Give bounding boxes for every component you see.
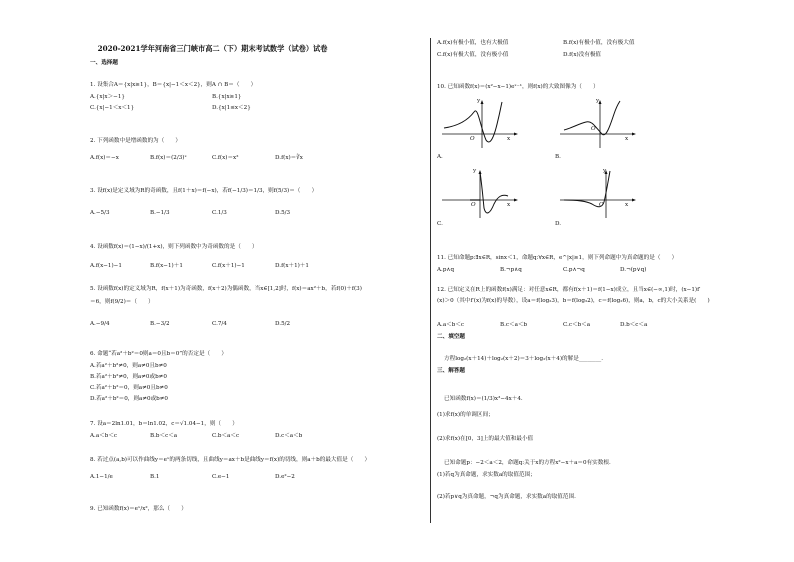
question-11: 11. 已知命题p:∃x∈R，sinx＜1，命题q:∀x∈R，e^|x|≥1，则下列命题中为真命题的是（ ） <box>437 255 678 261</box>
q8-option-d: D.e²−2 <box>275 474 295 480</box>
q11-option-a: A.p∧q <box>437 267 455 273</box>
q6-option-a: A.若a²＋b²≠0，则a≠0且b≠0 <box>90 363 167 369</box>
graph-c-x-label: x <box>507 202 511 208</box>
graph-b <box>558 98 638 150</box>
q6-option-d: D.若a²＋b²＝0，则a≠0或b≠0 <box>90 396 168 402</box>
q14-part-2: (2)求f(x)在[0，3]上的最大值和最小值 <box>437 436 534 442</box>
q3-option-c: C.1/3 <box>212 210 227 216</box>
q3-option-b: B.−1/3 <box>150 210 170 216</box>
graph-d-y-label: y <box>603 168 607 174</box>
q5-option-b: B.−3/2 <box>150 321 170 327</box>
graph-d <box>558 168 638 220</box>
graph-c-y-label: y <box>473 168 477 174</box>
q5-option-a: A.−9/4 <box>90 321 110 327</box>
q4-option-b: B.f(x−1)＋1 <box>150 263 183 269</box>
graph-a-x-label: x <box>507 136 511 142</box>
q9-option-a: A.f(x)有极小值，也有大极值 <box>437 40 509 46</box>
q15-part-2: (2)若p∨q为真命题，¬q为真命题，求实数a的取值范围. <box>437 494 576 500</box>
question-1: 1. 设集合A＝{x|x≥1}，B＝{x|−1＜x＜2}，则A ∩ B＝（ ） <box>90 82 257 88</box>
graph-b-x-label: x <box>625 136 629 142</box>
q12-option-d: D.b＜c＜a <box>620 322 648 328</box>
q4-option-d: D.f(x＋1)＋1 <box>275 263 309 269</box>
question-7: 7. 设a＝2ln1.01，b＝ln1.02，c＝√1.04−1，则（ ） <box>90 421 238 427</box>
q1-option-b: B.{x|x≥1} <box>212 94 242 100</box>
q1-option-d: D.{x|1≤x＜2} <box>212 105 251 111</box>
q7-option-c: C.b＜a＜c <box>212 433 240 439</box>
q8-option-c: C.e−1 <box>212 474 230 480</box>
question-9: 9. 已知函数f(x)＝eˣ/x²，那么（ ） <box>90 506 187 512</box>
question-4: 4. 设函数f(x)＝(1−x)/(1+x)，则下列函数中为奇函数的是（ ） <box>90 244 258 250</box>
column-divider <box>430 38 431 523</box>
document-title: 2020-2021学年河南省三门峡市高二（下）期末考试数学（试卷）试卷 <box>97 44 328 53</box>
q11-option-d: D.¬(p∨q) <box>620 267 647 273</box>
question-12-line-1: 12. 已知定义在R上的函数f(x)满足：对任意x∈R，都有f(x＋1)＝f(1−x)成立，且当x∈(−∞,1)时，(x−1)f′ <box>437 287 701 293</box>
question-12-line-2: (x)＞0（其中f′(x)为f(x)的导数），设a＝f(log₂3)，b＝f(log₃2)，c＝f(log₂6)，则a，b，c的大小关系是( ) <box>437 298 710 304</box>
q9-option-b: B.f(x)有极小值，没有极大值 <box>563 40 635 46</box>
q1-option-c: C.{x|−1＜x＜1} <box>90 105 135 111</box>
q6-option-b: B.若a²＋b²≠0，则a≠0或b≠0 <box>90 374 167 380</box>
q12-option-a: A.a＜b＜c <box>437 322 465 328</box>
question-6: 6. 命题“若a²＋b²＝0则a＝0且b＝0”的否定是（ ） <box>90 351 227 357</box>
q2-option-d: D.f(x)＝∛x <box>275 155 303 161</box>
graph-a-label: A. <box>437 154 443 160</box>
q2-option-a: A.f(x)＝−x <box>90 155 119 161</box>
question-10: 10. 已知函数f(x)＝(x²−x−1)eˣ⁻¹，则f(x)的大致图像为（ ） <box>437 84 599 90</box>
q12-option-c: C.c＜b＜a <box>563 322 591 328</box>
q3-option-d: D.5/3 <box>275 210 291 216</box>
q2-option-c: C.f(x)＝x² <box>212 155 239 161</box>
graph-d-origin-label: O <box>599 202 604 208</box>
question-2: 2. 下列函数中是增函数的为（ ） <box>90 138 182 144</box>
q1-option-a: A.{x|x＞−1} <box>90 94 125 100</box>
q2-option-b: B.f(x)＝(2/3)ˣ <box>150 155 187 161</box>
q8-option-a: A.1−1/e <box>90 474 113 480</box>
q5-option-d: D.5/2 <box>275 321 291 327</box>
q8-option-b: B.1 <box>150 474 160 480</box>
question-14: 已知函数f(x)＝(1/3)x³−4x＋4. <box>444 396 523 402</box>
graph-c-label: C. <box>437 221 443 227</box>
graph-c <box>440 168 520 220</box>
q7-option-b: B.b＜c＜a <box>150 433 178 439</box>
q11-option-b: B.¬p∧q <box>500 267 522 273</box>
section-choice: 一、选择题 <box>90 60 118 66</box>
q4-option-c: C.f(x＋1)−1 <box>212 263 245 269</box>
q5-option-c: C.7/4 <box>212 321 227 327</box>
question-15: 已知命题p：−2＜a＜2，命题q:关于x的方程x²−x＋a＝0有实数根. <box>444 460 611 466</box>
q15-part-1: (1)若q为真命题，求实数a的取值范围； <box>437 472 536 478</box>
graph-d-x-label: x <box>625 202 629 208</box>
question-8: 8. 若过点(a,b)可以作曲线y＝eˣ的两条切线，且曲线y＝ax＋b是曲线y＝f(x)的切线，则a＋b的最大值是（ ） <box>90 457 371 463</box>
graph-a <box>440 98 520 150</box>
graph-b-y-label: y <box>596 98 600 104</box>
q4-option-a: A.f(x−1)−1 <box>90 263 122 269</box>
q7-option-d: D.c＜a＜b <box>275 433 303 439</box>
graph-b-origin-label: O <box>591 126 596 132</box>
q9-option-c: C.f(x)有极大值，没有极小值 <box>437 52 509 58</box>
graph-c-origin-label: O <box>471 202 476 208</box>
q11-option-c: C.p∧¬q <box>563 267 585 273</box>
q14-part-1: (1)求f(x)的单调区间； <box>437 412 494 418</box>
section-fill-blank: 二、填空题 <box>437 334 465 340</box>
graph-a-origin-label: O <box>470 136 475 142</box>
section-answer: 三、解答题 <box>437 368 465 374</box>
q3-option-a: A.−5/3 <box>90 210 110 216</box>
q9-option-d: D.f(x)没有极值 <box>563 52 602 58</box>
graph-b-label: B. <box>555 154 561 160</box>
question-13: 方程log₂(x＋14)＋log₂(x＋2)＝3＋log₂(x＋4)的解是________. <box>444 356 603 362</box>
graph-a-y-label: y <box>477 98 481 104</box>
question-5-line-2: ＝6，则f(9/2)＝（ ） <box>90 299 154 305</box>
q6-option-c: C.若a²＋b²＝0，则a≠0且b≠0 <box>90 385 168 391</box>
q7-option-a: A.a＜b＜c <box>90 433 118 439</box>
q12-option-b: B.c＜a＜b <box>500 322 528 328</box>
graph-d-label: D. <box>555 221 562 227</box>
question-3: 3. 设f(x)是定义域为R的奇函数，且f(1＋x)＝f(−x)，若f(−1/3)＝1/3，则f(5/3)＝（ ） <box>90 188 318 194</box>
question-5-line-1: 5. 设函数f(x)的定义域为R，f(x＋1)为奇函数，f(x＋2)为偶函数，当x∈[1,2]时，f(x)＝ax²＋b，若f(0)＋f(3) <box>90 286 362 292</box>
